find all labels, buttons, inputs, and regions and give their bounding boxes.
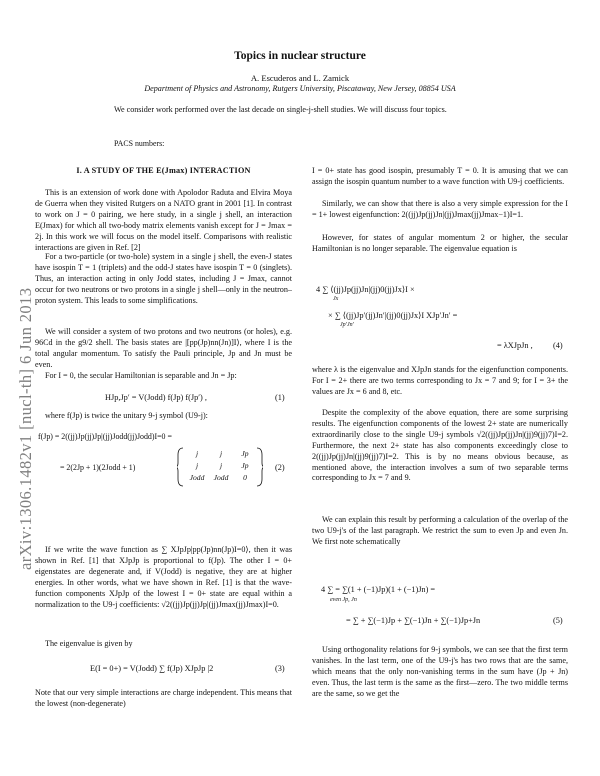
equation-1-number: (1) bbox=[275, 393, 285, 402]
paragraph: Similarly, we can show that there is also a very simple expression for the I = 1+ lowest eigenfunction: 2((jj)Jp(jj)Jn|(jj)Jmax(jj)Jmax−1)I=1. bbox=[312, 199, 568, 219]
equation-4a-subscript: Jx bbox=[333, 296, 339, 302]
paragraph: The eigenvalue is given by bbox=[45, 639, 133, 648]
paper-authors: A. Escuderos and L. Zamick bbox=[250, 73, 350, 83]
right-p2 bbox=[312, 199, 568, 221]
ninej-entry: Jp bbox=[241, 449, 249, 458]
equation-4-number: (4) bbox=[553, 341, 563, 350]
paragraph: For I = 0, the secular Hamiltonian is separable and Jn = Jp: bbox=[45, 371, 237, 380]
equation-4a: 4 ∑ ⟨(jj)Jp(jj)Jn|(jj)0(jj)Jx⟩I × bbox=[316, 285, 415, 294]
left-p3 bbox=[35, 327, 292, 371]
paragraph: We will consider a system of two protons and two neutrons (or holes), e.g. 96Cd in the g9/2 shell. The basis states are |[pp(Jp)nn(Jn)]I⟩, where I is the total angular momentum. To satisfy the Pauli principle, Jp and Jn must be even. bbox=[35, 327, 292, 369]
paragraph: This is an extension of work done with Apolodor Raduta and Elvira Moya de Guerra when they visited Rutgers on a NATO grant in 2001 [1]. In contrast to work on J = 0 pairing, we here study, in a single j shell, an interaction E(Jmax) for which all two-body matrix elements vanish except for J = Jmax = 2j. In this work we will focus on the model itself. Comparisons with realistic interactions are given in Ref. [2] bbox=[35, 188, 292, 252]
left-p7 bbox=[35, 639, 292, 650]
ninej-entry: j bbox=[219, 461, 223, 470]
equation-4b: × ∑ ⟨(jj)Jp′(jj)Jn′|(jj)0(jj)Jx⟩I XJp′Jn′ = bbox=[328, 311, 458, 320]
right-p5 bbox=[312, 408, 568, 484]
left-p5 bbox=[35, 411, 292, 422]
paragraph: where λ is the eigenvalue and XJpJn stands for the eigenfunction components. For I = 2+ there are two terms corresponding to Jx = 7 and 9; for I = 3+ the values are Jx = 6 and 8, etc. bbox=[312, 365, 568, 396]
equation-3-number: (3) bbox=[275, 664, 285, 673]
left-p6 bbox=[35, 545, 292, 610]
ninej-matrix bbox=[177, 447, 263, 487]
ninej-entry: j bbox=[195, 449, 199, 458]
equation-2-number: (2) bbox=[275, 463, 285, 472]
ninej-grid bbox=[185, 448, 257, 484]
paper-affiliation: Department of Physics and Astronomy, Rutgers University, Piscataway, New Jersey, 08854 USA bbox=[144, 84, 456, 93]
equation-5a: 4 ∑ = ∑(1 + (−1)Jp)(1 + (−1)Jn) = bbox=[321, 585, 436, 594]
left-p8 bbox=[35, 688, 292, 710]
ninej-entry: Jodd bbox=[189, 473, 205, 482]
paper-title: Topics in nuclear structure bbox=[234, 50, 366, 62]
paragraph: We can explain this result by performing a calculation of the overlap of the two U9-j's of the last paragraph. We restrict the sum to even Jp and even Jn. We first note schematically bbox=[312, 515, 568, 546]
paragraph: I = 0+ state has good isospin, presumably T = 0. It is amusing that we can assign the isospin quantum number to a wave function with U9-j coefficients. bbox=[312, 166, 568, 186]
equation-3: E(I = 0+) = V(Jodd) ∑ f(Jp) XJpJp |2 bbox=[90, 664, 214, 673]
paragraph: where f(Jp) is twice the unitary 9-j symbol (U9-j): bbox=[45, 411, 208, 420]
paragraph: Using orthogonality relations for 9-j symbols, we can see that the first term vanishes. In the last term, one of the U9-j's has two rows that are the same, which means that the only non-vanishing terms in the sum have (Jp + Jn) even. Thus, the last term is the same as the first—zero. The two middle terms are the same, so we get the bbox=[312, 645, 568, 698]
equation-5b: = ∑ + ∑(−1)Jp + ∑(−1)Jn + ∑(−1)Jp+Jn bbox=[346, 616, 481, 625]
equation-5-number: (5) bbox=[553, 616, 563, 625]
ninej-entry: j bbox=[219, 449, 223, 458]
paragraph: Despite the complexity of the above equation, there are some surprising results. The eigenfunction components of the lowest 2+ state are numerically extraordinarily close to the single U9-j symbols √2((jj)Jp(jj)Jn|(jj)9(jj)7)I=2. Furthermore, the next 2+ state has also components exceedingly close to 2((jj)Jp(jj)Jn|(jj)9(jj)7)I=2. This is by no means obvious because, as mentioned above, the interaction involves a sum of two separable terms corresponding to Jx = 7 and 9. bbox=[312, 408, 568, 483]
left-p4 bbox=[35, 371, 292, 382]
equation-5a-subscript: even Jp, Jn bbox=[330, 597, 357, 603]
ninej-entry: j bbox=[195, 461, 199, 470]
ninej-entry: 0 bbox=[243, 473, 247, 482]
right-p1 bbox=[312, 166, 568, 188]
paragraph: If we write the wave function as ∑ XJpJp|pp(Jp)nn(Jp)I=0⟩, then it was shown in Ref. [1] that XJpJp is proportional to f(Jp). The other I = 0+ eigenstates are degenerate and, if V(Jodd) is negative, they are at higher energies. In other words, what we have shown in Ref. [1] is that the wave-function components XJpJp of the lowest I = 0+ state are equal within a normalization to the U9-j coefficients: √2((jj)Jp(jj)Jp|(jj)Jmax(jj)Jmax)I=0. bbox=[35, 545, 292, 609]
equation-4b-subscript: Jp′Jn′ bbox=[340, 322, 354, 328]
equation-4c: = λXJpJn , bbox=[497, 341, 533, 350]
ninej-entry: Jp bbox=[241, 461, 249, 470]
left-p1 bbox=[35, 188, 292, 253]
pacs-numbers: PACS numbers: bbox=[114, 139, 165, 148]
equation-2a: f(Jp) = 2((jj)Jp(jj)Jp|(jj)Jodd(jj)Jodd)I=0 = bbox=[38, 432, 172, 441]
paragraph: For a two-particle (or two-hole) system in a single j shell, the even-J states have isospin T = 1 (triplets) and the odd-J states have isospin T = 0 (singlets). Thus, an interaction acting in only Jodd states, including J = Jmax, cannot occur for two neutrons or two protons in a single j shell—only in the neutron–proton system. This leads to some simplifications. bbox=[35, 252, 292, 305]
right-p4 bbox=[312, 365, 568, 398]
right-p7 bbox=[312, 645, 568, 700]
arxiv-stamp-text: arXiv:1306.1482v1 [nucl-th] 6 Jun 2013 bbox=[16, 287, 35, 570]
equation-1: HJp,Jp′ = V(Jodd) f(Jp) f(Jp′) , bbox=[105, 393, 207, 402]
equation-2b: = 2(2Jp + 1)(2Jodd + 1) bbox=[60, 463, 136, 472]
right-p3 bbox=[312, 233, 568, 255]
paragraph: However, for states of angular momentum 2 or higher, the secular Hamiltonian is no longer separable. The eigenvalue equation is bbox=[312, 233, 568, 253]
left-p2 bbox=[35, 252, 292, 307]
right-p6 bbox=[312, 515, 568, 548]
ninej-entry: Jodd bbox=[213, 473, 229, 482]
section-heading: I. A STUDY OF THE E(Jmax) INTERACTION bbox=[76, 166, 251, 175]
paragraph: Note that our very simple interactions are charge independent. This means that the lowest (non-degenerate) bbox=[35, 688, 292, 708]
abstract: We consider work performed over the last decade on single-j-shell studies. We will discuss four topics. bbox=[114, 105, 447, 114]
